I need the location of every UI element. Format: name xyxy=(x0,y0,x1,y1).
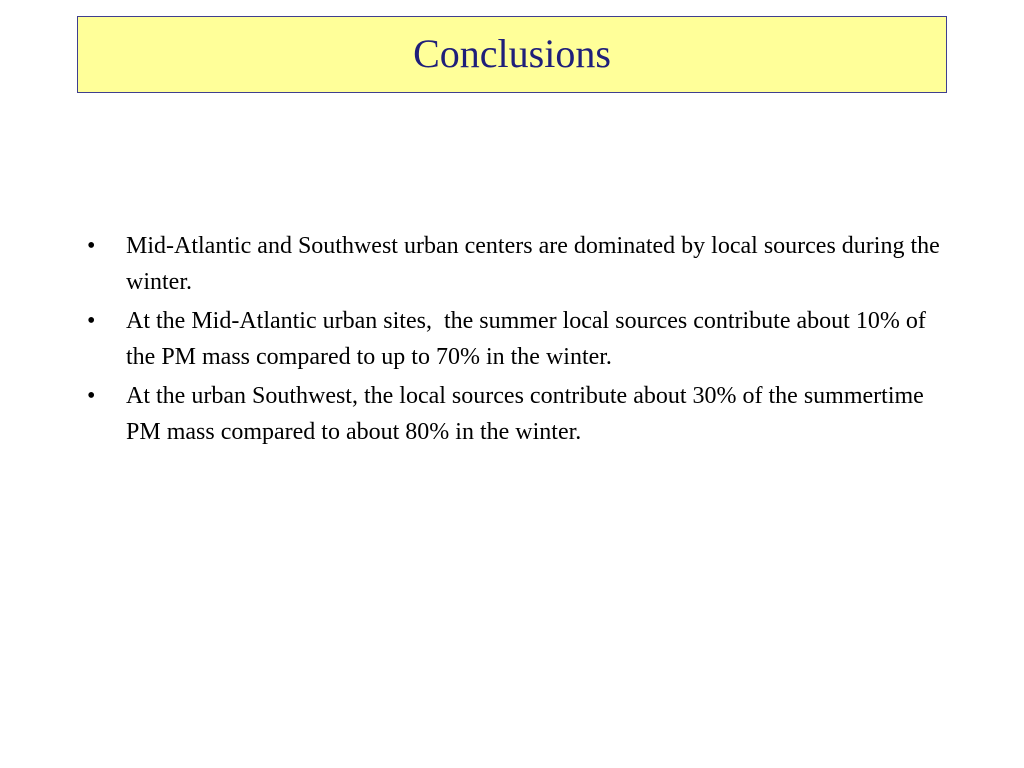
bullet-marker: • xyxy=(87,308,96,334)
bullet-item xyxy=(87,228,947,300)
bullet-marker: • xyxy=(87,233,96,259)
slide-title: Conclusions xyxy=(413,30,611,76)
bullet-item xyxy=(87,303,947,375)
bullet-list xyxy=(87,228,947,453)
bullet-marker: • xyxy=(87,383,96,409)
title-banner xyxy=(77,16,947,93)
bullet-text: At the urban Southwest, the local sources contribute about 30% of the summertime PM mass compared to about 80% in the winter. xyxy=(126,383,930,445)
bullet-item xyxy=(87,378,947,450)
bullet-text: At the Mid-Atlantic urban sites, the summer local sources contribute about 10% of the PM mass compared to up to 70% in the winter. xyxy=(126,308,932,370)
bullet-text: Mid-Atlantic and Southwest urban centers are dominated by local sources during the winter. xyxy=(126,233,946,295)
